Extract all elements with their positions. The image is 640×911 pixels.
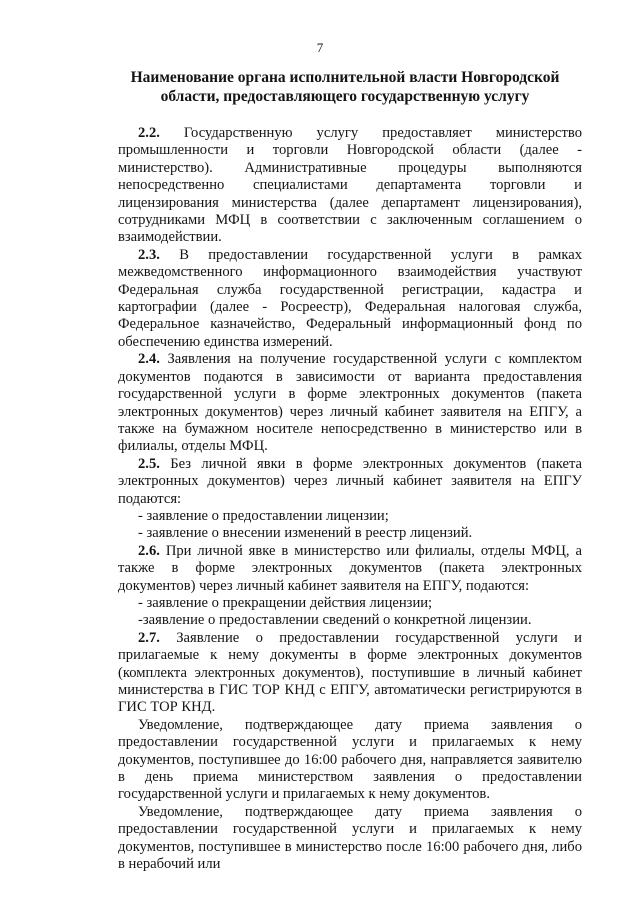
paragraph-number: 2.2. bbox=[138, 125, 160, 141]
paragraph-text: Уведомление, подтверждающее дату приема заявления о предоставлении государственной услуги и прилагаемых к нему документов, поступившее в министерство после 16:00 рабочего дня, либо в нерабочий или bbox=[118, 803, 582, 873]
list-item-text: -заявление о предоставлении сведений о конкретной лицензии. bbox=[138, 612, 532, 629]
paragraph-number: 2.3. bbox=[138, 246, 160, 263]
paragraph-2-5 bbox=[118, 456, 582, 508]
list-item bbox=[118, 612, 582, 629]
list-item bbox=[118, 595, 582, 612]
section-heading: Наименование органа исполнительной власти Новгородской области, предоставляющего государственную услугу bbox=[130, 69, 560, 105]
paragraph-number: 2.5. bbox=[138, 455, 160, 472]
document-body bbox=[118, 125, 582, 873]
paragraph-text: Заявление о предоставлении государственной услуги и прилагаемые к нему документы в форме электронных документов (комплекта электронных документов), поступившие в личный кабинет министерства в ГИС ТОР КНД с ЕПГУ, автоматически регистрируются в ГИС ТОР КНД. bbox=[118, 629, 582, 716]
page-number: 7 bbox=[316, 40, 324, 55]
paragraph-2-2 bbox=[118, 125, 582, 247]
paragraph-text: При личной явке в министерство или филиалы, отделы МФЦ, а также в форме электронных документов (пакета электронных документов) через личный кабинет заявителя на ЕПГУ, подаются: bbox=[118, 542, 582, 594]
paragraph-number: 2.4. bbox=[138, 351, 160, 368]
paragraph-text: Уведомление, подтверждающее дату приема заявления о предоставлении государственной услуги и прилагаемых к нему документов, поступившее до 16:00 рабочего дня, направляется заявителю в день приема министерством заявления о предоставлении государственной услуги и прилагаемых к нему документов. bbox=[118, 716, 582, 803]
paragraph-text: Без личной явки в форме электронных документов (пакета электронных документов) через личный кабинет заявителя на ЕПГУ подаются: bbox=[118, 455, 582, 507]
paragraph-notice-1 bbox=[118, 717, 582, 804]
paragraph-2-7 bbox=[118, 630, 582, 717]
list-item-text: - заявление о предоставлении лицензии; bbox=[138, 507, 389, 524]
paragraph-text: Государственную услугу предоставляет министерство промышленности и торговли Новгородской области (далее - министерство). Административные процедуры выполняются непосредственно специалистами департамента торговли и лицензирования министерства (далее департамент лицензирования), сотрудниками МФЦ в соответствии с заключенным соглашением о взаимодействии. bbox=[118, 125, 582, 246]
paragraph-2-6 bbox=[118, 543, 582, 595]
list-item bbox=[118, 508, 582, 525]
list-item-text: - заявление о внесении изменений в реестр лицензий. bbox=[138, 525, 473, 542]
paragraph-2-4 bbox=[118, 351, 582, 455]
paragraph-notice-2 bbox=[118, 804, 582, 874]
paragraph-2-3 bbox=[118, 247, 582, 351]
paragraph-number: 2.7. bbox=[138, 629, 160, 646]
paragraph-text: Заявления на получение государственной услуги с комплектом документов подаются в зависимости от варианта предоставления государственной услуги в форме электронных документов (пакета электронных документов) через личный кабинет заявителя на ЕПГУ, а также на бумажном носителе непосредственно в министерство или в филиалы, отделы МФЦ. bbox=[118, 351, 582, 455]
paragraph-number: 2.6. bbox=[138, 542, 160, 559]
list-item-text: - заявление о прекращении действия лицензии; bbox=[138, 594, 433, 611]
paragraph-text: В предоставлении государственной услуги в рамках межведомственного информационного взаимодействия участвуют Федеральная служба государственной регистрации, кадастра и картографии (далее - Росреестр), Федеральная налоговая служба, Федеральное казначейство, Федеральный информационный фонд по обеспечению единства измерений. bbox=[118, 246, 582, 350]
list-item bbox=[118, 525, 582, 542]
